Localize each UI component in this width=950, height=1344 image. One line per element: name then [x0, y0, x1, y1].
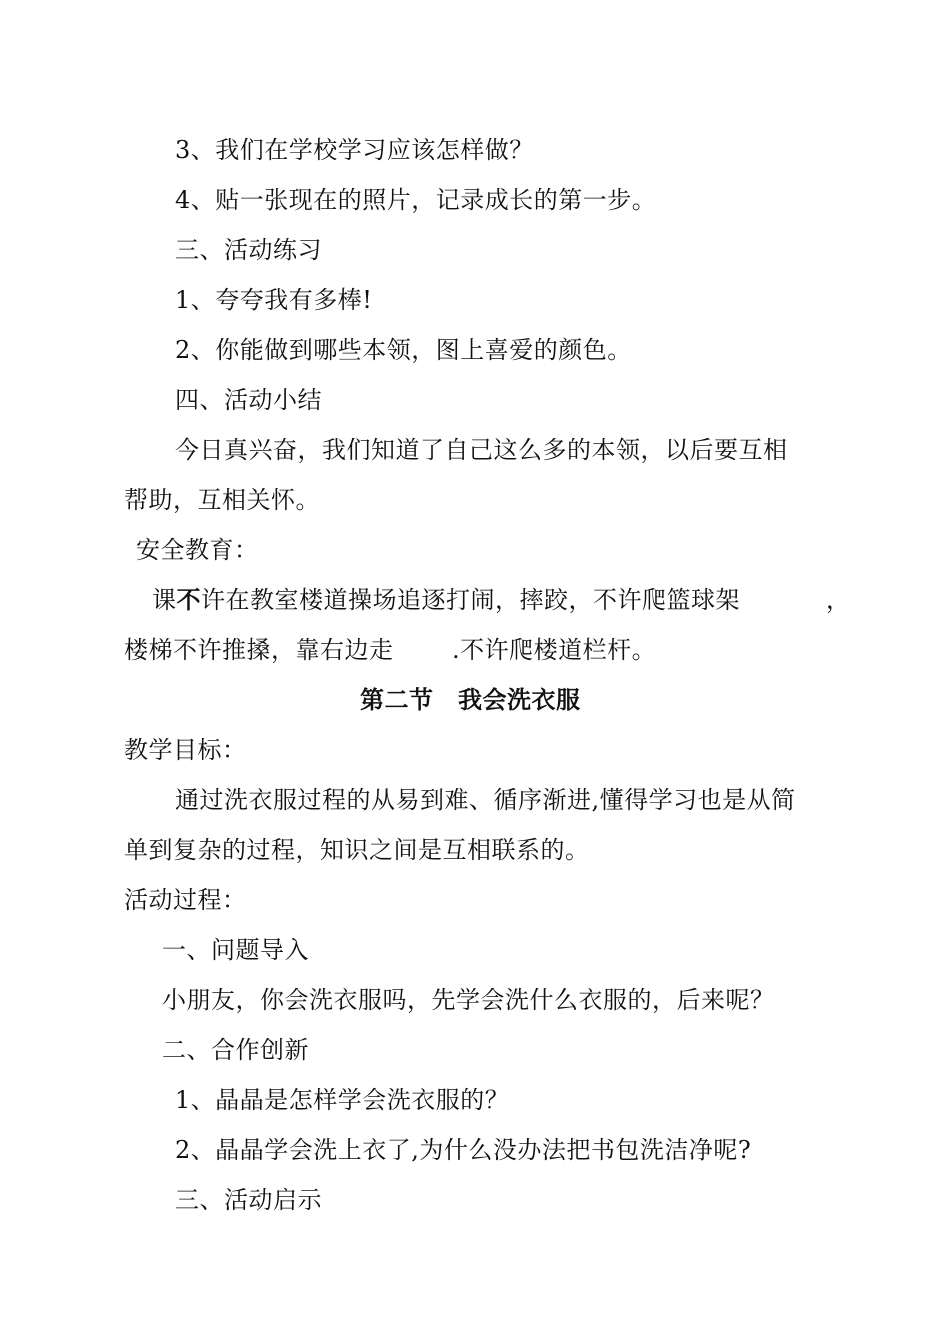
safety-rule-comma: ， — [826, 586, 851, 614]
safety-rule-no-push: 不许推搡，靠右边走 — [173, 636, 394, 664]
summary-paragraph-line-2: 帮助，互相关怀。 — [124, 486, 320, 514]
practice-item-1: 1、夸夸我有多棒! — [175, 286, 373, 314]
step-3-heading: 三、活动启示 — [175, 1186, 322, 1214]
safety-rule-prefix: 课 — [152, 586, 177, 614]
safety-rule-railing: .不许爬楼道栏杆。 — [452, 636, 657, 664]
safety-rule-line-2 — [124, 636, 394, 664]
step-1-question: 小朋友，你会洗衣服吗，先学会洗什么衣服的，后来呢？ — [162, 986, 775, 1014]
summary-paragraph-line-1: 今日真兴奋，我们知道了自己这么多的本领，以后要互相 — [175, 436, 788, 464]
safety-rule-stairs: 楼梯 — [124, 636, 173, 664]
safety-rule-emphasis: 不 — [176, 586, 201, 614]
teaching-goal-line-1: 通过洗衣服过程的从易到难、循序渐进,懂得学习也是从简 — [175, 786, 796, 814]
section-title: 第二节 我会洗衣服 — [360, 686, 581, 714]
step-2-item-2: 2、晶晶学会洗上衣了,为什么没办法把书包洗洁净呢? — [175, 1136, 752, 1164]
teaching-goal-heading: 教学目标： — [124, 736, 247, 764]
safety-rule-text: 许在教室楼道操场追逐打闹，摔跤，不许爬篮球架 — [201, 586, 740, 614]
question-4: 4、贴一张现在的照片，记录成长的第一步。 — [175, 186, 657, 214]
section-heading-practice: 三、活动练习 — [175, 236, 322, 264]
safety-education-heading: 安全教育： — [136, 536, 259, 564]
step-1-heading: 一、问题导入 — [162, 936, 309, 964]
practice-item-2: 2、你能做到哪些本领，图上喜爱的颜色。 — [175, 336, 632, 364]
activity-process-heading: 活动过程： — [124, 886, 247, 914]
section-heading-summary: 四、活动小结 — [175, 386, 322, 414]
safety-rule-line-1 — [152, 586, 740, 614]
teaching-goal-line-2: 单到复杂的过程，知识之间是互相联系的。 — [124, 836, 590, 864]
step-2-item-1: 1、晶晶是怎样学会洗衣服的？ — [175, 1086, 510, 1114]
question-3: 3、我们在学校学习应该怎样做？ — [175, 136, 534, 164]
step-2-heading: 二、合作创新 — [162, 1036, 309, 1064]
